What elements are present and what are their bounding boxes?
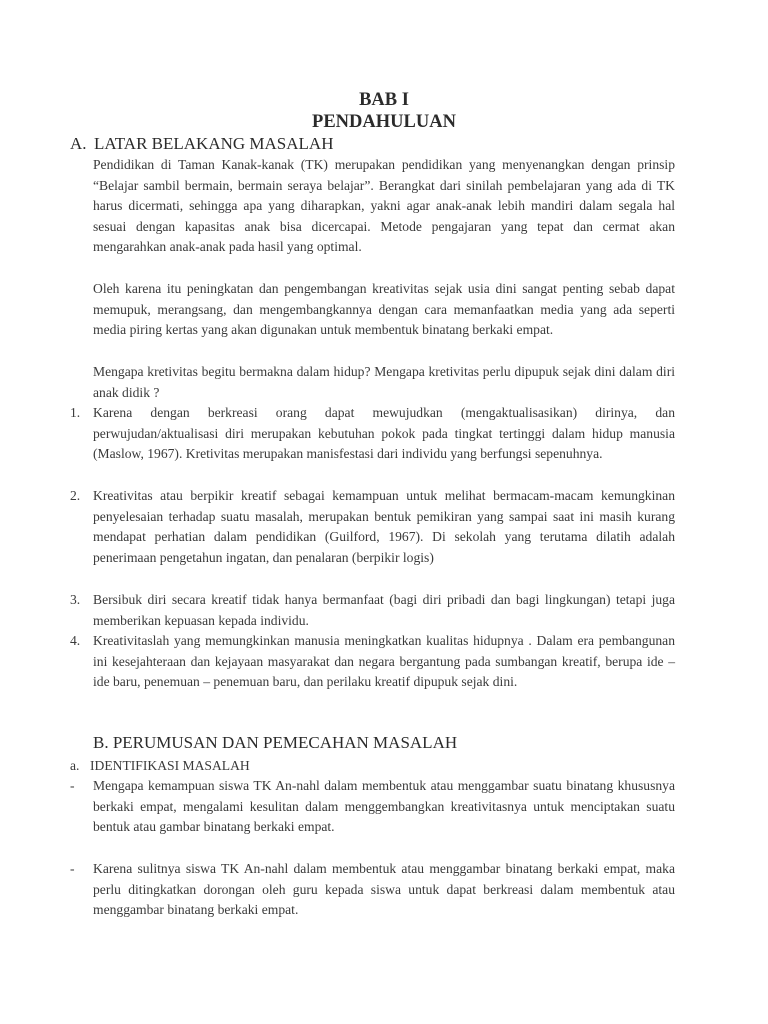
section-a-marker: A. [70, 134, 87, 153]
subsection-marker: a. [70, 758, 80, 773]
list-item-number: 3. [70, 592, 81, 607]
list-item-text: Kreativitas atau berpikir kreatif sebagai kemampuan untuk melihat bermacam-macam kemungkinan penyelesaian terhadap suatu masalah, merupakan bentuk pemikiran yang sampai saat ini masih kurang mendapat perhatian dalam pendidikan (Guilford, 1967). Di sekolah yang terutama dilatih adalah penerimaan pengetahun ingatan, dan penalaran (berpikir logis) [93, 488, 675, 565]
paragraph-creativity: Oleh karena itu peningkatan dan pengembangan kreativitas sejak usia dini sangat penting sebab dapat memupuk, merangsang, dan mengembangkannya dengan cara memanfaatkan media yang ada seperti media piring kertas yang akan digunakan untuk membentuk binatang berkaki empat. [93, 281, 675, 338]
bullet-marker: - [70, 778, 75, 793]
list-item-number: 4. [70, 633, 81, 648]
section-b-title: B. PERUMUSAN DAN PEMECAHAN MASALAH [93, 733, 458, 752]
bullet-marker: - [70, 861, 75, 876]
paragraph-question: Mengapa kretivitas begitu bermakna dalam hidup? Mengapa kretivitas perlu dipupuk sejak dini dalam diri anak didik ? [93, 364, 675, 400]
subsection-title: IDENTIFIKASI MASALAH [90, 758, 250, 773]
bullet-text: Karena sulitnya siswa TK An-nahl dalam membentuk atau menggambar binatang berkaki empat, maka perlu ditingkatkan dorongan oleh guru kepada siswa untuk dapat berkreasi dalam membentuk atau menggambar binatang berkaki empat. [93, 861, 675, 918]
section-b-heading [93, 733, 593, 753]
chapter-title: PENDAHULUAN [312, 112, 456, 132]
chapter-number: BAB I [359, 90, 409, 110]
list-item-text: Kreativitaslah yang memungkinkan manusia meningkatkan kualitas hidupnya . Dalam era pembangunan ini kesejahteraan dan kejayaan masyarakat dan negara bergantung pada sumbangan kreatif, berupa ide – ide baru, penemuan – penemuan baru, dan perilaku kreatif dipupuk sejak dini. [93, 633, 675, 690]
section-a-title: LATAR BELAKANG MASALAH [94, 134, 334, 153]
bullet-text: Mengapa kemampuan siswa TK An-nahl dalam membentuk atau menggambar suatu binatang khususnya berkaki empat, mengalami kesulitan dalam menggembangkan kreativitasnya untuk menciptakan suatu bentuk atau gambar binatang berkaki empat. [93, 778, 675, 835]
list-item-number: 2. [70, 488, 81, 503]
list-item-number: 1. [70, 405, 81, 420]
section-a-heading [70, 134, 490, 154]
paragraph-intro: Pendidikan di Taman Kanak-kanak (TK) merupakan pendidikan yang menyenangkan dengan prinsip “Belajar sambil bermain, bermain seraya belajar”. Berangkat dari sinilah pembelajaran yang ada di TK harus dicermati, sehingga apa yang diharapkan, yakni agar anak-anak lebih mandiri dalam segala hal sesuai dengan kapasitas anak bisa dicercapai. Metode pengajaran yang tepat dan cermat akan mengarahkan anak-anak pada hasil yang optimal. [93, 157, 675, 255]
list-item-text: Karena dengan berkreasi orang dapat mewujudkan (mengaktualisasikan) dirinya, dan perwujudan/aktualisasi diri merupakan kebutuhan pokok pada tingkat tertinggi dalam hidup manusia (Maslow, 1967). Kretivitas merupakan manisfestasi dari individu yang berfungsi sepenuhnya. [93, 405, 675, 462]
list-item-text: Bersibuk diri secara kreatif tidak hanya bermanfaat (bagi diri pribadi dan bagi lingkungan) tetapi juga memberikan kepuasan kepada individu. [93, 592, 675, 628]
